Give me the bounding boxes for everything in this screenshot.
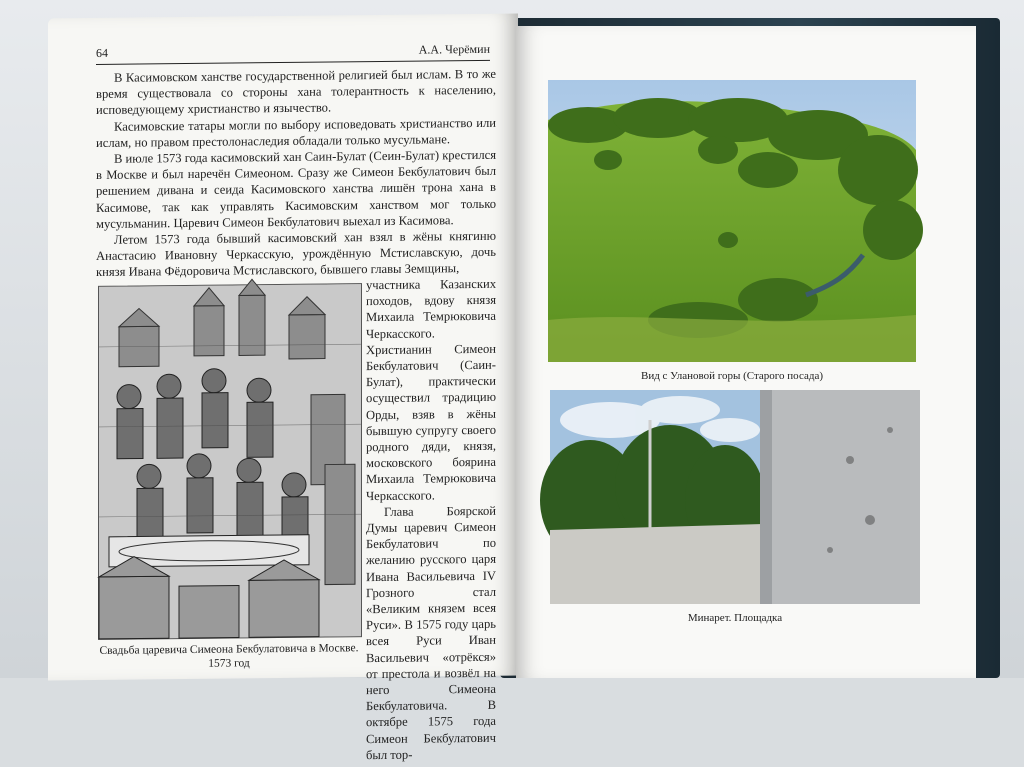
paragraph: участника Казанских походов, вдову князя Михаила Темрюковича Черкасского. Христианин Симеон Бекбулатович (Саин-Булат), практически осуществил традицию Орды, взяв в жёны бывшую супругу своего родного дяди, князя, московского боярина Михаила Темрюковича Черкасского. — [366, 276, 496, 503]
miniature-illustration — [98, 283, 362, 640]
paragraph: Летом 1573 года бывший касимовский хан взял в жёны княгиню Анастасию Ивановну Черкасскую, урождённую Мстиславскую, дочь князя Ивана Фёдоровича Мстиславского, бывшего главы Земщины, — [96, 228, 496, 280]
page-header — [96, 42, 490, 65]
running-head: А.А. Черёмин — [418, 41, 490, 57]
figure-caption: Свадьба царевича Симеона Бекбулатовича в Москве. 1573 год — [99, 642, 359, 670]
paragraph: Глава Боярской Думы царевич Симеон Бекбулатович по желанию русского царя Ивана Васильевича IV Грозного стал «Великим князем всея Руси». В 1575 году царь всея Руси Иван Васильевич «отрёкся» от престола и возвёл на него Симеона Бекбулатовича. В октябре 1575 года Симеон Бекбулатович был тор- — [366, 503, 496, 763]
right-page — [516, 26, 976, 678]
landscape-photo — [548, 80, 916, 362]
main-text — [96, 66, 496, 281]
paragraph: В Касимовском ханстве государственной религией был ислам. В то же время существовала со стороны хана толерантность к населению, исповедующему христианство и язычество. — [96, 66, 496, 118]
page-number: 64 — [96, 45, 108, 60]
photo-caption: Минарет. Площадка — [687, 612, 783, 624]
wrapped-text — [366, 276, 496, 763]
paragraph: В июле 1573 года касимовский хан Саин-Булат (Сеин-Булат) крестился в Москве и был наречён Симеоном. Сразу же Симеон Бекбулатович был решением дивана и сеида Касимовского ханства лишён трона хана в Касимове, так как управлять Касимовским ханством мог только мусульманин. Царевич Симеон Бекбулатович выехал из Касимова. — [96, 147, 497, 231]
minaret-photo — [550, 390, 920, 604]
paragraph: Касимовские татары могли по выбору исповедовать христианство или ислам, но правом престолонаследия обладали только мусульмане. — [96, 115, 496, 150]
left-page — [48, 14, 518, 763]
photo-caption: Вид с Улановой горы (Старого посада) — [640, 370, 823, 382]
